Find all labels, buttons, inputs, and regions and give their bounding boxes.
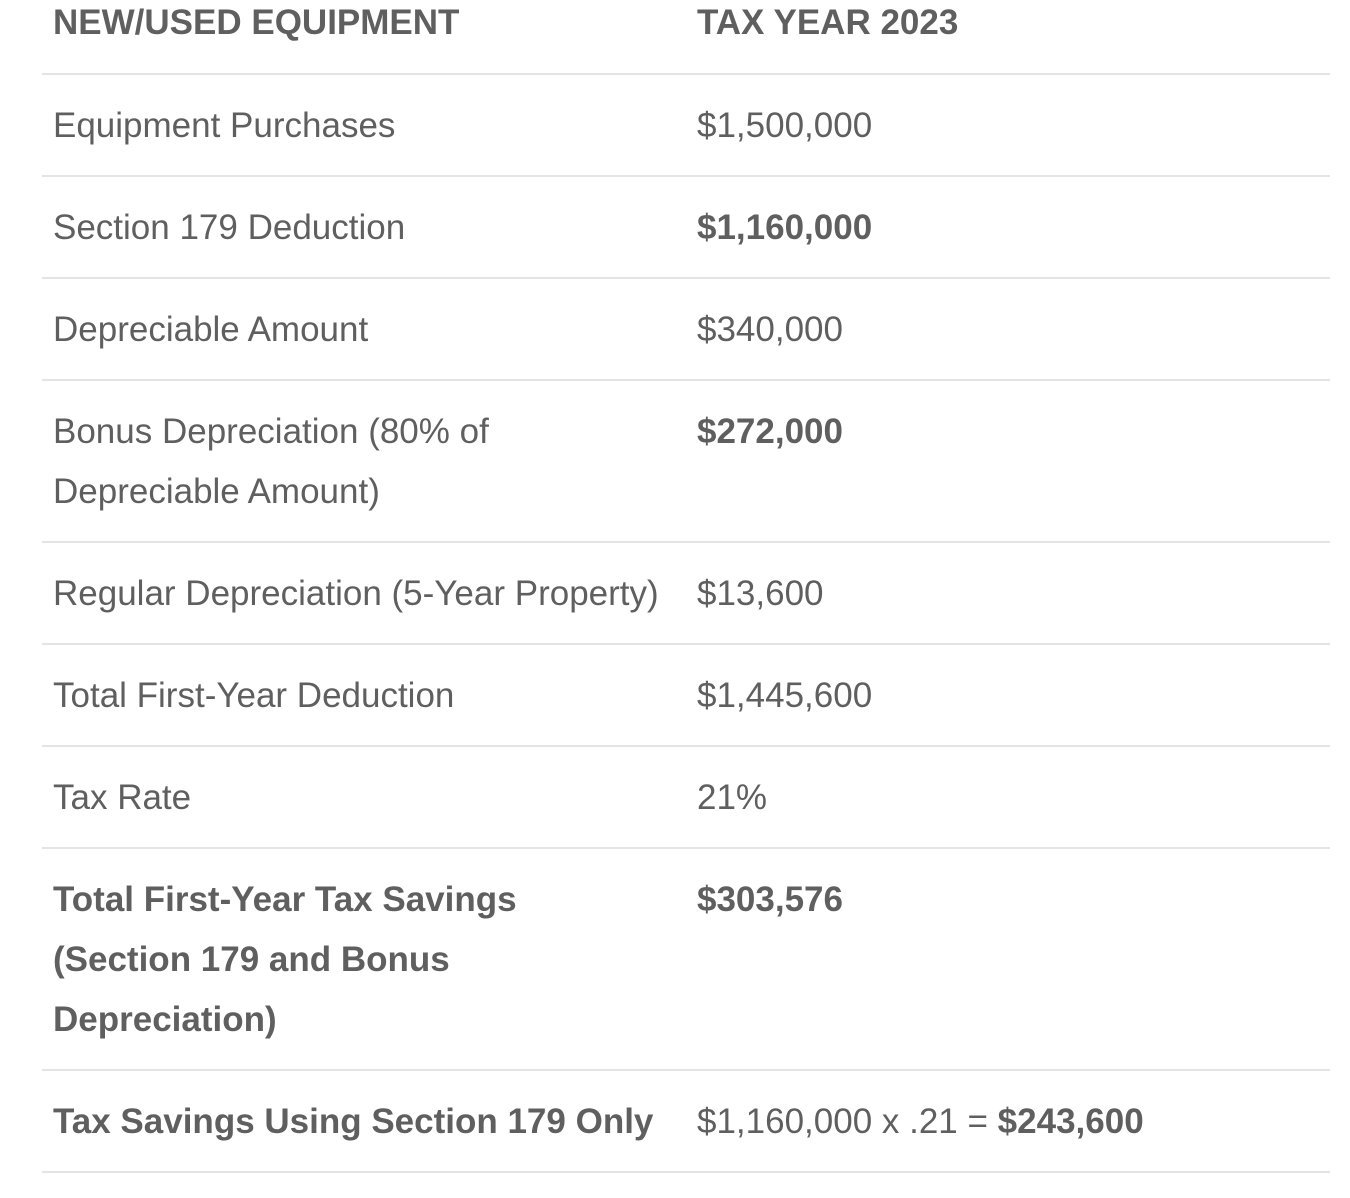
table-row-equipment-purchases [42, 75, 1330, 177]
table-row-section-179-deduction [42, 177, 1330, 279]
column-header-tax-year: TAX YEAR 2023 [697, 3, 959, 42]
row-label: Total First-Year Deduction [53, 676, 455, 715]
row-label: Total First-Year Tax Savings (Section 179 and Bonus Depreciation) [53, 880, 517, 1039]
table-row-depreciable-amount [42, 279, 1330, 381]
row-label: Section 179 Deduction [53, 208, 406, 247]
table-row-section-179-only [42, 1071, 1330, 1173]
row-value: $272,000 [697, 412, 843, 451]
table-row-regular-depreciation [42, 543, 1330, 645]
row-value: 21% [697, 778, 768, 817]
table-row-tax-rate [42, 747, 1330, 849]
row-value: $1,445,600 [697, 676, 873, 715]
row-value: $1,160,000 [697, 208, 873, 247]
table-row-total-first-year-deduction [42, 645, 1330, 747]
row-label: Tax Savings Using Section 179 Only [53, 1102, 654, 1141]
row-value: $13,600 [697, 574, 824, 613]
row-value: $340,000 [697, 310, 843, 349]
row-label: Tax Rate [53, 778, 192, 817]
row-value [686, 1092, 1330, 1171]
table-row-total-tax-savings [42, 849, 1330, 1071]
table-row-bonus-depreciation [42, 381, 1330, 543]
row-value: $303,576 [697, 880, 843, 919]
calculation-text: $1,160,000 x .21 = [697, 1102, 998, 1141]
table-header-row [42, 0, 1330, 75]
row-label: Equipment Purchases [53, 106, 396, 145]
row-label: Depreciable Amount [53, 310, 369, 349]
tax-savings-table [42, 0, 1330, 1173]
row-value: $1,500,000 [697, 106, 873, 145]
column-header-equipment: NEW/USED EQUIPMENT [53, 3, 460, 42]
calculation-result: $243,600 [997, 1102, 1144, 1141]
row-label: Regular Depreciation (5-Year Property) [53, 574, 659, 613]
row-label: Bonus Depreciation (80% of Depreciable Amount) [53, 412, 489, 511]
